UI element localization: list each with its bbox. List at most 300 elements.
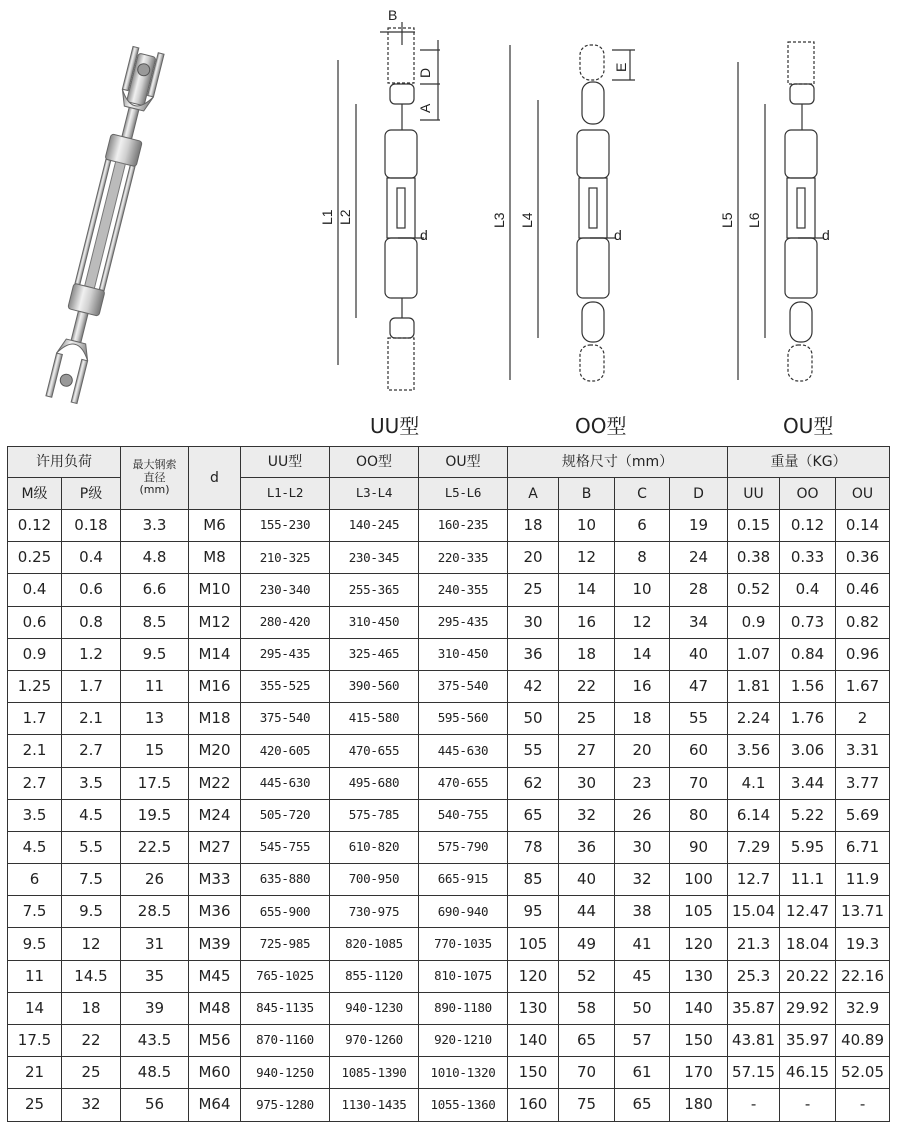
cell-weight-ou: 40.89 — [836, 1025, 890, 1057]
cell-oo-range: 390-560 — [330, 670, 419, 702]
cell-weight-oo: 0.33 — [780, 542, 836, 574]
table-row — [8, 928, 890, 960]
cell-d: M22 — [189, 767, 241, 799]
cell-m-grade: 7.5 — [8, 896, 62, 928]
cell-dd: 34 — [670, 606, 728, 638]
cell-weight-uu: 0.52 — [728, 574, 780, 606]
cell-p-grade: 0.4 — [62, 542, 121, 574]
cell-ou-range: 160-235 — [419, 510, 508, 542]
cell-b: 58 — [559, 992, 615, 1024]
cell-weight-oo: 18.04 — [780, 928, 836, 960]
header-allowed-load: 许用负荷 — [8, 447, 121, 478]
cell-d: M16 — [189, 670, 241, 702]
cell-c: 32 — [615, 864, 670, 896]
cell-p-grade: 1.2 — [62, 638, 121, 670]
table-row — [8, 1025, 890, 1057]
cell-ou-range: 220-335 — [419, 542, 508, 574]
cell-weight-uu: 25.3 — [728, 960, 780, 992]
cell-p-grade: 0.18 — [62, 510, 121, 542]
cell-oo-range: 970-1260 — [330, 1025, 419, 1057]
cell-max-wire: 11 — [121, 670, 189, 702]
cell-dd: 120 — [670, 928, 728, 960]
cell-ou-range: 810-1075 — [419, 960, 508, 992]
cell-weight-uu: 12.7 — [728, 864, 780, 896]
cell-d: M20 — [189, 735, 241, 767]
cell-d: M14 — [189, 638, 241, 670]
cell-max-wire: 15 — [121, 735, 189, 767]
header-b: B — [559, 478, 615, 510]
cell-uu-range: 940-1250 — [241, 1057, 330, 1089]
cell-d: M60 — [189, 1057, 241, 1089]
cell-oo-range: 820-1085 — [330, 928, 419, 960]
cell-ou-range: 920-1210 — [419, 1025, 508, 1057]
table-row — [8, 670, 890, 702]
cell-b: 12 — [559, 542, 615, 574]
cell-max-wire: 3.3 — [121, 510, 189, 542]
cell-b: 22 — [559, 670, 615, 702]
cell-d: M39 — [189, 928, 241, 960]
cell-c: 38 — [615, 896, 670, 928]
cell-b: 14 — [559, 574, 615, 606]
cell-a: 95 — [508, 896, 559, 928]
cell-weight-ou: 6.71 — [836, 831, 890, 863]
cell-ou-range: 575-790 — [419, 831, 508, 863]
dim-label-l1: L1 — [319, 209, 335, 225]
cell-uu-range: 375-540 — [241, 703, 330, 735]
cell-a: 20 — [508, 542, 559, 574]
cell-b: 44 — [559, 896, 615, 928]
cell-p-grade: 9.5 — [62, 896, 121, 928]
cell-uu-range: 420-605 — [241, 735, 330, 767]
table-body — [8, 510, 890, 1122]
cell-c: 65 — [615, 1089, 670, 1121]
cell-a: 18 — [508, 510, 559, 542]
cell-weight-ou: 0.82 — [836, 606, 890, 638]
cell-weight-oo: 1.76 — [780, 703, 836, 735]
cell-weight-ou: 13.71 — [836, 896, 890, 928]
cell-c: 12 — [615, 606, 670, 638]
cell-b: 40 — [559, 864, 615, 896]
cell-ou-range: 445-630 — [419, 735, 508, 767]
cell-max-wire: 6.6 — [121, 574, 189, 606]
cell-a: 62 — [508, 767, 559, 799]
cell-weight-uu: 6.14 — [728, 799, 780, 831]
cell-weight-ou: 22.16 — [836, 960, 890, 992]
cell-uu-range: 295-435 — [241, 638, 330, 670]
cell-dd: 140 — [670, 992, 728, 1024]
cell-a: 36 — [508, 638, 559, 670]
cell-weight-ou: 2 — [836, 703, 890, 735]
cell-c: 10 — [615, 574, 670, 606]
header-ou-sub: L5-L6 — [419, 478, 508, 510]
turnbuckle-photo — [46, 46, 164, 403]
cell-p-grade: 3.5 — [62, 767, 121, 799]
cell-weight-oo: 3.06 — [780, 735, 836, 767]
header-uu-sub: L1-L2 — [241, 478, 330, 510]
cell-m-grade: 3.5 — [8, 799, 62, 831]
cell-m-grade: 2.1 — [8, 735, 62, 767]
cell-weight-ou: 3.31 — [836, 735, 890, 767]
cell-weight-uu: 7.29 — [728, 831, 780, 863]
cell-d: M48 — [189, 992, 241, 1024]
cell-a: 150 — [508, 1057, 559, 1089]
cell-b: 52 — [559, 960, 615, 992]
table-row — [8, 574, 890, 606]
cell-p-grade: 0.6 — [62, 574, 121, 606]
header-d: d — [189, 447, 241, 510]
cell-m-grade: 21 — [8, 1057, 62, 1089]
cell-dd: 150 — [670, 1025, 728, 1057]
cell-d: M33 — [189, 864, 241, 896]
cell-weight-oo: 0.12 — [780, 510, 836, 542]
cell-max-wire: 26 — [121, 864, 189, 896]
cell-m-grade: 9.5 — [8, 928, 62, 960]
cell-b: 70 — [559, 1057, 615, 1089]
cell-p-grade: 5.5 — [62, 831, 121, 863]
type-label-ou: OU型 — [783, 414, 834, 438]
header-m-grade: M级 — [8, 478, 62, 510]
cell-dd: 105 — [670, 896, 728, 928]
table-row — [8, 767, 890, 799]
cell-oo-range: 140-245 — [330, 510, 419, 542]
cell-weight-uu: 0.9 — [728, 606, 780, 638]
cell-weight-oo: 20.22 — [780, 960, 836, 992]
cell-uu-range: 355-525 — [241, 670, 330, 702]
dim-label-l6: L6 — [746, 212, 762, 228]
cell-c: 50 — [615, 992, 670, 1024]
table-row — [8, 1057, 890, 1089]
cell-weight-ou: 1.67 — [836, 670, 890, 702]
header-oo-sub: L3-L4 — [330, 478, 419, 510]
cell-weight-uu: 3.56 — [728, 735, 780, 767]
cell-d: M64 — [189, 1089, 241, 1121]
cell-d: M18 — [189, 703, 241, 735]
cell-weight-uu: 21.3 — [728, 928, 780, 960]
cell-ou-range: 540-755 — [419, 799, 508, 831]
cell-c: 61 — [615, 1057, 670, 1089]
cell-c: 16 — [615, 670, 670, 702]
cell-d: M36 — [189, 896, 241, 928]
cell-b: 27 — [559, 735, 615, 767]
cell-weight-ou: 5.69 — [836, 799, 890, 831]
cell-weight-ou: 0.96 — [836, 638, 890, 670]
cell-a: 140 — [508, 1025, 559, 1057]
cell-weight-ou: 52.05 — [836, 1057, 890, 1089]
cell-a: 105 — [508, 928, 559, 960]
cell-oo-range: 495-680 — [330, 767, 419, 799]
cell-weight-oo: 3.44 — [780, 767, 836, 799]
cell-a: 78 — [508, 831, 559, 863]
cell-b: 10 — [559, 510, 615, 542]
cell-weight-uu: 15.04 — [728, 896, 780, 928]
header-p-grade: P级 — [62, 478, 121, 510]
header-weight-ou: OU — [836, 478, 890, 510]
table-row — [8, 896, 890, 928]
cell-b: 32 — [559, 799, 615, 831]
cell-dd: 55 — [670, 703, 728, 735]
cell-m-grade: 1.25 — [8, 670, 62, 702]
cell-weight-ou: - — [836, 1089, 890, 1121]
dim-label-d-upper: D — [417, 67, 433, 78]
cell-p-grade: 18 — [62, 992, 121, 1024]
cell-m-grade: 0.25 — [8, 542, 62, 574]
cell-max-wire: 19.5 — [121, 799, 189, 831]
cell-ou-range: 310-450 — [419, 638, 508, 670]
cell-p-grade: 0.8 — [62, 606, 121, 638]
table-row — [8, 703, 890, 735]
cell-dd: 28 — [670, 574, 728, 606]
cell-m-grade: 25 — [8, 1089, 62, 1121]
cell-b: 16 — [559, 606, 615, 638]
cell-weight-uu: 2.24 — [728, 703, 780, 735]
cell-m-grade: 1.7 — [8, 703, 62, 735]
dim-label-l3: L3 — [491, 212, 507, 228]
table-row — [8, 864, 890, 896]
cell-b: 18 — [559, 638, 615, 670]
dim-label-l2: L2 — [337, 209, 353, 225]
cell-max-wire: 8.5 — [121, 606, 189, 638]
cell-uu-range: 505-720 — [241, 799, 330, 831]
cell-c: 6 — [615, 510, 670, 542]
cell-c: 45 — [615, 960, 670, 992]
cell-c: 14 — [615, 638, 670, 670]
table-row — [8, 960, 890, 992]
header-oo: OO型 — [330, 447, 419, 478]
cell-dd: 70 — [670, 767, 728, 799]
dim-label-d: d — [614, 227, 622, 243]
cell-b: 30 — [559, 767, 615, 799]
cell-max-wire: 13 — [121, 703, 189, 735]
dim-label-d: d — [420, 227, 428, 243]
cell-d: M12 — [189, 606, 241, 638]
cell-uu-range: 725-985 — [241, 928, 330, 960]
cell-dd: 40 — [670, 638, 728, 670]
cell-weight-ou: 3.77 — [836, 767, 890, 799]
cell-b: 25 — [559, 703, 615, 735]
header-weight-oo: OO — [780, 478, 836, 510]
cell-c: 30 — [615, 831, 670, 863]
cell-c: 26 — [615, 799, 670, 831]
cell-max-wire: 9.5 — [121, 638, 189, 670]
cell-weight-ou: 0.14 — [836, 510, 890, 542]
cell-max-wire: 28.5 — [121, 896, 189, 928]
cell-a: 25 — [508, 574, 559, 606]
cell-d: M6 — [189, 510, 241, 542]
cell-a: 30 — [508, 606, 559, 638]
cell-c: 20 — [615, 735, 670, 767]
cell-weight-oo: 29.92 — [780, 992, 836, 1024]
cell-max-wire: 43.5 — [121, 1025, 189, 1057]
cell-oo-range: 575-785 — [330, 799, 419, 831]
header-weight: 重量（KG） — [728, 447, 890, 478]
cell-dd: 130 — [670, 960, 728, 992]
cell-dd: 19 — [670, 510, 728, 542]
cell-weight-ou: 32.9 — [836, 992, 890, 1024]
header-a: A — [508, 478, 559, 510]
cell-b: 65 — [559, 1025, 615, 1057]
dim-label-l4: L4 — [519, 212, 535, 228]
cell-uu-range: 230-340 — [241, 574, 330, 606]
cell-uu-range: 870-1160 — [241, 1025, 330, 1057]
cell-max-wire: 39 — [121, 992, 189, 1024]
cell-weight-oo: 0.84 — [780, 638, 836, 670]
cell-uu-range: 545-755 — [241, 831, 330, 863]
cell-max-wire: 4.8 — [121, 542, 189, 574]
cell-weight-oo: 46.15 — [780, 1057, 836, 1089]
dim-label-l5: L5 — [719, 212, 735, 228]
cell-oo-range: 470-655 — [330, 735, 419, 767]
table-row — [8, 992, 890, 1024]
cell-max-wire: 48.5 — [121, 1057, 189, 1089]
cell-a: 85 — [508, 864, 559, 896]
cell-ou-range: 240-355 — [419, 574, 508, 606]
cell-weight-oo: 5.95 — [780, 831, 836, 863]
dim-label-e: E — [613, 62, 629, 72]
cell-weight-ou: 11.9 — [836, 864, 890, 896]
cell-oo-range: 230-345 — [330, 542, 419, 574]
cell-b: 36 — [559, 831, 615, 863]
cell-d: M10 — [189, 574, 241, 606]
cell-p-grade: 4.5 — [62, 799, 121, 831]
cell-p-grade: 7.5 — [62, 864, 121, 896]
cell-weight-uu: 0.15 — [728, 510, 780, 542]
header-weight-uu: UU — [728, 478, 780, 510]
cell-ou-range: 295-435 — [419, 606, 508, 638]
table-row — [8, 1089, 890, 1121]
header-ou: OU型 — [419, 447, 508, 478]
cell-oo-range: 700-950 — [330, 864, 419, 896]
table-row — [8, 510, 890, 542]
cell-d: M24 — [189, 799, 241, 831]
cell-weight-uu: - — [728, 1089, 780, 1121]
type-label-uu: UU型 — [370, 414, 420, 438]
cell-m-grade: 0.9 — [8, 638, 62, 670]
cell-oo-range: 255-365 — [330, 574, 419, 606]
cell-uu-range: 765-1025 — [241, 960, 330, 992]
table-row — [8, 606, 890, 638]
cell-dd: 24 — [670, 542, 728, 574]
cell-max-wire: 56 — [121, 1089, 189, 1121]
cell-oo-range: 310-450 — [330, 606, 419, 638]
cell-m-grade: 2.7 — [8, 767, 62, 799]
cell-c: 8 — [615, 542, 670, 574]
cell-a: 130 — [508, 992, 559, 1024]
cell-p-grade: 12 — [62, 928, 121, 960]
turnbuckle-illustration — [0, 0, 898, 446]
cell-uu-range: 280-420 — [241, 606, 330, 638]
cell-weight-ou: 19.3 — [836, 928, 890, 960]
cell-m-grade: 6 — [8, 864, 62, 896]
cell-d: M45 — [189, 960, 241, 992]
type-label-oo: OO型 — [575, 414, 627, 438]
cell-weight-oo: 35.97 — [780, 1025, 836, 1057]
cell-p-grade: 2.1 — [62, 703, 121, 735]
table-row — [8, 799, 890, 831]
cell-d: M27 — [189, 831, 241, 863]
cell-m-grade: 0.4 — [8, 574, 62, 606]
cell-oo-range: 415-580 — [330, 703, 419, 735]
cell-ou-range: 890-1180 — [419, 992, 508, 1024]
cell-c: 57 — [615, 1025, 670, 1057]
dim-label-b: B — [388, 7, 398, 23]
product-figure — [0, 0, 898, 446]
cell-uu-range: 655-900 — [241, 896, 330, 928]
header-spec-size: 规格尺寸（mm） — [508, 447, 728, 478]
cell-p-grade: 32 — [62, 1089, 121, 1121]
cell-a: 50 — [508, 703, 559, 735]
cell-dd: 80 — [670, 799, 728, 831]
cell-m-grade: 0.6 — [8, 606, 62, 638]
cell-dd: 170 — [670, 1057, 728, 1089]
table-row — [8, 831, 890, 863]
cell-uu-range: 445-630 — [241, 767, 330, 799]
dim-label-d: d — [822, 227, 830, 243]
cell-oo-range: 1085-1390 — [330, 1057, 419, 1089]
cell-weight-oo: 0.73 — [780, 606, 836, 638]
cell-oo-range: 1130-1435 — [330, 1089, 419, 1121]
cell-ou-range: 470-655 — [419, 767, 508, 799]
cell-dd: 180 — [670, 1089, 728, 1121]
cell-m-grade: 17.5 — [8, 1025, 62, 1057]
cell-uu-range: 845-1135 — [241, 992, 330, 1024]
cell-weight-uu: 57.15 — [728, 1057, 780, 1089]
cell-p-grade: 22 — [62, 1025, 121, 1057]
cell-oo-range: 730-975 — [330, 896, 419, 928]
cell-ou-range: 1055-1360 — [419, 1089, 508, 1121]
cell-oo-range: 610-820 — [330, 831, 419, 863]
cell-weight-ou: 0.36 — [836, 542, 890, 574]
dim-label-a: A — [417, 103, 433, 113]
spec-table — [7, 446, 890, 1122]
cell-oo-range: 325-465 — [330, 638, 419, 670]
cell-oo-range: 940-1230 — [330, 992, 419, 1024]
cell-d: M8 — [189, 542, 241, 574]
cell-uu-range: 635-880 — [241, 864, 330, 896]
cell-ou-range: 595-560 — [419, 703, 508, 735]
cell-p-grade: 2.7 — [62, 735, 121, 767]
cell-weight-oo: 5.22 — [780, 799, 836, 831]
cell-m-grade: 14 — [8, 992, 62, 1024]
cell-p-grade: 1.7 — [62, 670, 121, 702]
cell-weight-oo: - — [780, 1089, 836, 1121]
cell-a: 42 — [508, 670, 559, 702]
cell-weight-uu: 1.07 — [728, 638, 780, 670]
cell-dd: 100 — [670, 864, 728, 896]
cell-max-wire: 17.5 — [121, 767, 189, 799]
cell-m-grade: 4.5 — [8, 831, 62, 863]
header-max-wire: 最大钢索 直径 (mm) — [121, 447, 189, 510]
cell-oo-range: 855-1120 — [330, 960, 419, 992]
cell-weight-oo: 12.47 — [780, 896, 836, 928]
cell-ou-range: 665-915 — [419, 864, 508, 896]
table-row — [8, 735, 890, 767]
header-uu: UU型 — [241, 447, 330, 478]
cell-c: 23 — [615, 767, 670, 799]
cell-weight-uu: 1.81 — [728, 670, 780, 702]
table-header — [8, 447, 890, 510]
cell-c: 41 — [615, 928, 670, 960]
cell-m-grade: 11 — [8, 960, 62, 992]
cell-weight-uu: 4.1 — [728, 767, 780, 799]
cell-uu-range: 210-325 — [241, 542, 330, 574]
cell-weight-uu: 35.87 — [728, 992, 780, 1024]
cell-a: 55 — [508, 735, 559, 767]
table-row — [8, 542, 890, 574]
cell-ou-range: 770-1035 — [419, 928, 508, 960]
cell-dd: 47 — [670, 670, 728, 702]
table-row — [8, 638, 890, 670]
cell-max-wire: 22.5 — [121, 831, 189, 863]
